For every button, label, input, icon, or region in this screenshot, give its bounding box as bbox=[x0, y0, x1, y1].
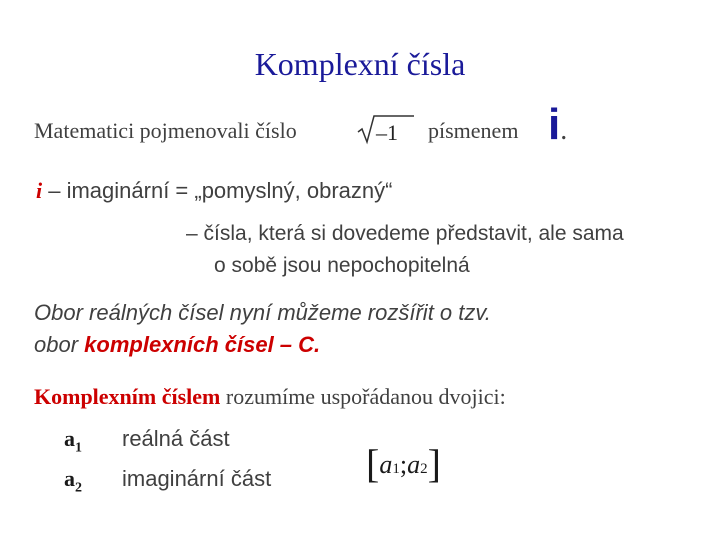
explanation-line-1: – čísla, která si dovedeme představit, ale sama bbox=[186, 222, 624, 245]
a1-description: reálná část bbox=[122, 426, 230, 451]
a2-subscript: 2 bbox=[75, 480, 82, 496]
left-bracket: [ bbox=[366, 441, 380, 486]
intro-text-end: písmenem bbox=[428, 118, 519, 143]
ordered-pair-formula bbox=[366, 436, 441, 486]
definition-term: Komplexním číslem bbox=[34, 384, 221, 409]
imaginary-unit-symbol bbox=[548, 100, 567, 150]
definition-text: rozumíme uspořádanou dvojici: bbox=[220, 384, 506, 409]
imaginary-definition-text: – imaginární = „pomyslný, obrazný“ bbox=[42, 178, 393, 203]
domain-extension-line-2 bbox=[34, 332, 320, 358]
sqrt-minus-one-formula bbox=[356, 112, 416, 148]
pair-separator: ; bbox=[399, 450, 408, 479]
imaginary-letter: i bbox=[36, 178, 43, 203]
a2-label bbox=[64, 466, 82, 496]
sentence-period: . bbox=[560, 115, 568, 146]
intro-text: Matematici pojmenovali číslo bbox=[34, 118, 297, 143]
slide-title: Komplexní čísla bbox=[254, 46, 466, 82]
domain-extension-line-1: Obor reálných čísel nyní můžeme rozšířit o tzv. bbox=[34, 300, 491, 325]
a1-label bbox=[64, 426, 82, 456]
a1-letter: a bbox=[64, 426, 75, 451]
a2-description: imaginární část bbox=[122, 466, 272, 491]
a1-subscript: 1 bbox=[75, 440, 82, 456]
pair-a1: a bbox=[379, 450, 393, 479]
imaginary-unit-letter: i bbox=[548, 100, 561, 149]
imaginary-definition-line bbox=[36, 178, 392, 204]
a2-letter: a bbox=[64, 466, 75, 491]
pair-sub1: 1 bbox=[392, 461, 400, 477]
right-bracket: ] bbox=[427, 441, 441, 486]
pair-a2: a bbox=[407, 450, 421, 479]
domain-extension-prefix: obor bbox=[34, 332, 85, 357]
complex-number-definition bbox=[34, 384, 506, 410]
sqrt-radicand: –1 bbox=[376, 120, 398, 145]
complex-numbers-emphasis: komplexních čísel – C. bbox=[84, 332, 321, 357]
pair-sub2: 2 bbox=[420, 461, 428, 477]
explanation-line-2: o sobě jsou nepochopitelná bbox=[214, 254, 470, 277]
